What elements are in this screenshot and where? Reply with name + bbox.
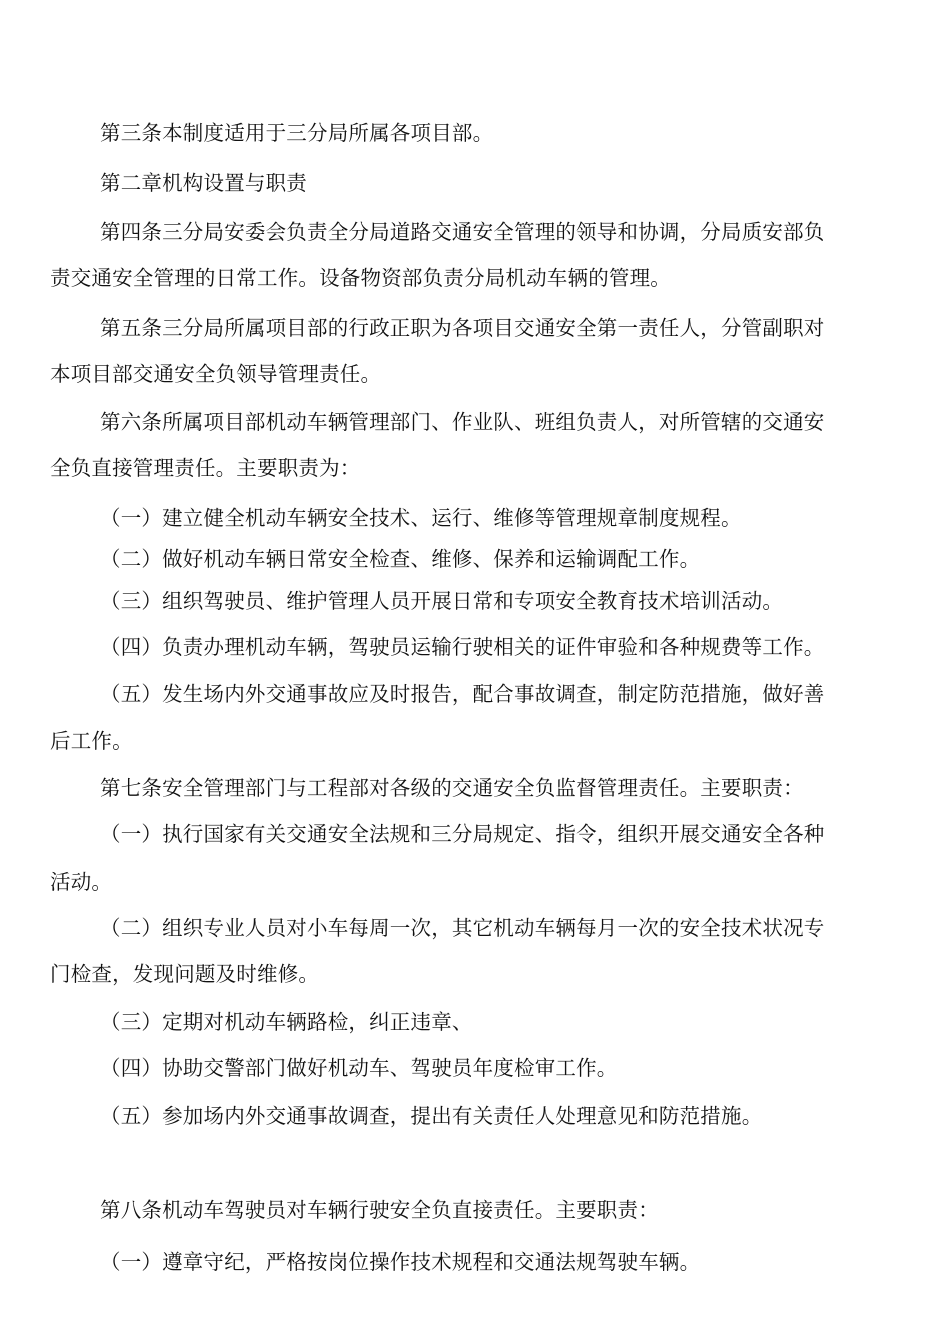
article-6-item-1: （一）建立健全机动车辆安全技术、运行、维修等管理规章制度规程。 bbox=[100, 506, 742, 530]
article-6-line-1: 第六条所属项目部机动车辆管理部门、作业队、班组负责人，对所管辖的交通安 bbox=[100, 410, 825, 434]
article-6-item-2: （二）做好机动车辆日常安全检查、维修、保养和运输调配工作。 bbox=[100, 547, 701, 571]
article-6-item-5-line-1: （五）发生场内外交通事故应及时报告，配合事故调查，制定防范措施，做好善 bbox=[100, 682, 825, 706]
chapter-2-heading: 第二章机构设置与职责 bbox=[100, 171, 307, 195]
article-6-item-3: （三）组织驾驶员、维护管理人员开展日常和专项安全教育技术培训活动。 bbox=[100, 589, 784, 613]
article-6-item-5-line-2: 后工作。 bbox=[50, 729, 133, 753]
article-7-line-1: 第七条安全管理部门与工程部对各级的交通安全负监督管理责任。主要职责： bbox=[100, 776, 804, 800]
article-3-line-1: 第三条本制度适用于三分局所属各项目部。 bbox=[100, 121, 494, 145]
article-7-item-4: （四）协助交警部门做好机动车、驾驶员年度检审工作。 bbox=[100, 1056, 618, 1080]
article-6-line-2: 全负直接管理责任。主要职责为： bbox=[50, 456, 361, 480]
article-4-line-1: 第四条三分局安委会负责全分局道路交通安全管理的领导和协调，分局质安部负 bbox=[100, 220, 825, 244]
article-5-line-1: 第五条三分局所属项目部的行政正职为各项目交通安全第一责任人，分管副职对 bbox=[100, 316, 825, 340]
article-7-item-1-line-1: （一）执行国家有关交通安全法规和三分局规定、指令，组织开展交通安全各种 bbox=[100, 822, 825, 846]
article-8-line-1: 第八条机动车驾驶员对车辆行驶安全负直接责任。主要职责： bbox=[100, 1198, 659, 1222]
article-7-item-2-line-1: （二）组织专业人员对小车每周一次，其它机动车辆每月一次的安全技术状况专 bbox=[100, 916, 825, 940]
article-4-line-2: 责交通安全管理的日常工作。设备物资部负责分局机动车辆的管理。 bbox=[50, 266, 671, 290]
article-7-item-3: （三）定期对机动车辆路检，纠正违章、 bbox=[100, 1010, 473, 1034]
article-6-item-4: （四）负责办理机动车辆，驾驶员运输行驶相关的证件审验和各种规费等工作。 bbox=[100, 635, 825, 659]
article-8-item-1: （一）遵章守纪，严格按岗位操作技术规程和交通法规驾驶车辆。 bbox=[100, 1250, 701, 1274]
article-7-item-2-line-2: 门检查，发现问题及时维修。 bbox=[50, 962, 320, 986]
article-7-item-5: （五）参加场内外交通事故调查，提出有关责任人处理意见和防范措施。 bbox=[100, 1104, 763, 1128]
article-7-item-1-line-2: 活动。 bbox=[50, 870, 113, 894]
article-5-line-2: 本项目部交通安全负领导管理责任。 bbox=[50, 362, 382, 386]
